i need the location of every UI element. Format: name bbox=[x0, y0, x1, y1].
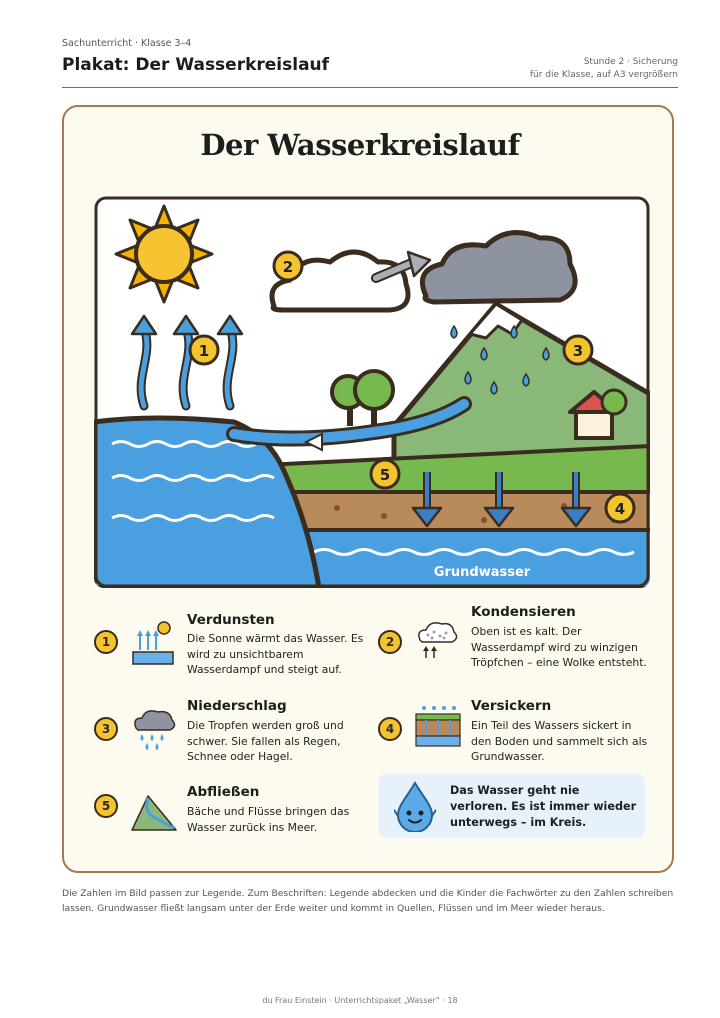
lesson-info bbox=[530, 56, 678, 82]
scene-marker-3 bbox=[564, 336, 592, 364]
legend-text: Bäche und Flüsse bringen das Wasser zurück ins Meer. bbox=[187, 805, 350, 834]
key-message-box bbox=[378, 774, 645, 838]
legend-title: Versickern bbox=[471, 698, 552, 714]
scene-marker-4-label: 4 bbox=[614, 500, 626, 518]
groundwater-label: Grundwasser bbox=[433, 565, 531, 580]
scene-marker-2-label: 2 bbox=[282, 258, 294, 276]
legend-text: Ein Teil des Wassers sickert in den Boden und sammelt sich als Grundwasser. bbox=[471, 719, 648, 763]
subject-label: Sachunterricht · Klasse 3–4 bbox=[62, 38, 192, 49]
scene-marker-5-label: 5 bbox=[379, 466, 391, 484]
legend-title: Verdunsten bbox=[187, 612, 275, 628]
poster-title: Der Wasserkreislauf bbox=[200, 128, 520, 162]
scene-marker-3-label: 3 bbox=[572, 342, 584, 360]
legend-text: Die Tropfen werden groß und schwer. Sie fallen als Regen, Schnee oder Hagel. bbox=[187, 719, 344, 763]
scene-marker-5 bbox=[371, 460, 399, 488]
teacher-note: Die Zahlen im Bild passen zur Legende. Zum Beschriften: Legende abdecken und die Kinder die Fachwörter zu den Zahlen schreiben lassen. Grundwasser fließt langsam unter der Erde weiter und kommt in Quellen, Flüssen und im Meer wieder heraus. bbox=[62, 888, 674, 914]
page-footer: du Frau Einstein · Unterrichtspaket „Wasser“ · 18 bbox=[262, 996, 458, 1005]
page-title: Plakat: Der Wasserkreislauf bbox=[62, 55, 330, 75]
legend-title: Niederschlag bbox=[187, 698, 287, 714]
seepage-icon bbox=[414, 704, 462, 754]
evaporation-icon bbox=[130, 618, 176, 668]
lesson-info-line2: für die Klasse, auf A3 vergrößern bbox=[529, 70, 678, 80]
scene-marker-1-label: 1 bbox=[198, 342, 210, 360]
legend-badge: 2 bbox=[378, 630, 402, 654]
water-cycle-illustration bbox=[94, 196, 650, 588]
legend-badge: 4 bbox=[378, 717, 402, 741]
sun bbox=[116, 206, 212, 302]
legend-badge: 1 bbox=[94, 630, 118, 654]
legend-title: Abfließen bbox=[187, 784, 260, 800]
legend-text: Die Sonne wärmt das Wasser. Es wird zu unsichtbarem Wasserdampf und steigt auf. bbox=[187, 632, 364, 676]
scene-marker-4 bbox=[606, 494, 634, 522]
scene-marker-1 bbox=[190, 336, 218, 364]
legend-text: Oben ist es kalt. Der Wasserdampf wird zu winzigen Tröpfchen – eine Wolke entsteht. bbox=[471, 625, 647, 669]
tree bbox=[355, 371, 393, 409]
legend-badge: 3 bbox=[94, 717, 118, 741]
lesson-info-line1: Stunde 2 · Sicherung bbox=[583, 57, 678, 67]
condensation-icon bbox=[414, 618, 460, 664]
rain-cloud-icon bbox=[130, 706, 178, 754]
header-divider bbox=[62, 87, 678, 88]
house bbox=[576, 410, 612, 438]
key-message-text: Das Wasser geht nie verloren. Es ist immer wieder unterwegs – im Kreis. bbox=[450, 784, 637, 829]
water-drop-mascot-icon bbox=[394, 780, 436, 832]
legend-badge: 5 bbox=[94, 794, 118, 818]
legend-title: Kondensieren bbox=[471, 604, 576, 620]
river-icon bbox=[130, 788, 178, 834]
scene-marker-2 bbox=[274, 252, 302, 280]
